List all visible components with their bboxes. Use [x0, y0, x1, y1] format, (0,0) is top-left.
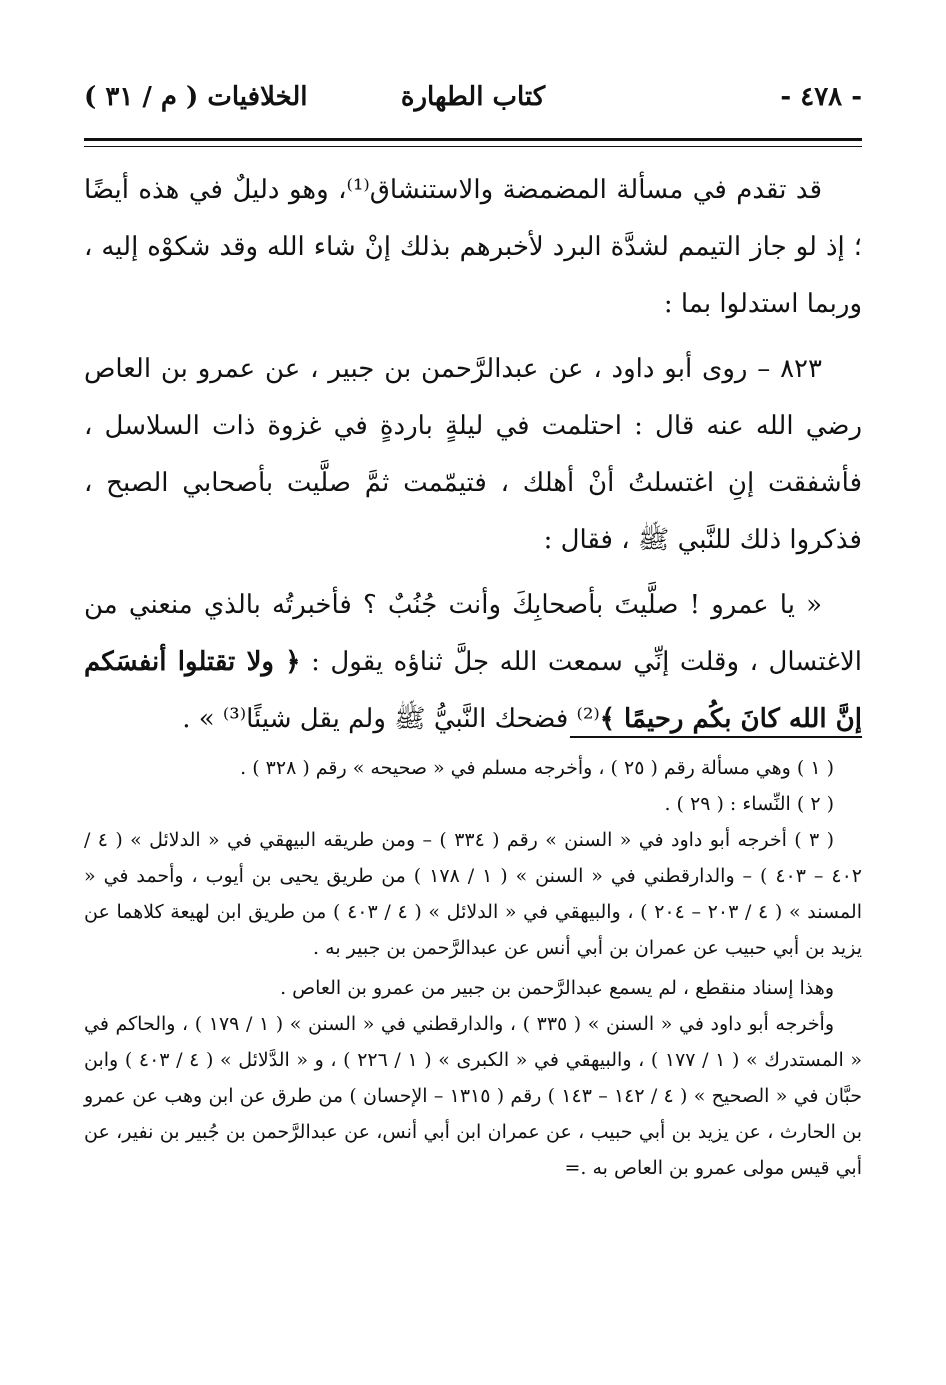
footnote-3-more: وأخرجه أبو داود في « السنن » ( ٣٣٥ ) ، والدارقطني في « السنن » ( ١ / ١٧٩ ) ، والحاكم في « المستدرك » ( ١ / ١٧٧ ) ، والبيهقي في « الكبرى » ( ١ / ٢٢٦ ) ، و « الدَّلائل » ( ٤ / ٤٠٣ ) وابن حبَّان في « الصحيح » ( ٤ / ١٤٢ – ١٤٣ ) رقم ( ١٣١٥ – الإحسان ) من طرق عن ابن وهب عن عمرو بن الحارث ، عن يزيد بن أبي حبيب ، عن عمران ابن أبي أنس، عن عبدالرَّحمن بن جُبير بن نفير، عن أبي قيس مولى عمرو بن العاص به .= [84, 1013, 863, 1179]
page-number: - ٤٧٨ - [780, 82, 862, 112]
footnote-2: ( ٢ ) النِّساء : ( ٢٩ ) . [664, 793, 834, 815]
header-rule-thick [84, 138, 862, 141]
quote-start: « يا عمرو ! صلَّيتَ بأصحابِكَ وأنت جُنُبٌ ؟ فأخبرتُه بالذي منعني من الاغتسال ، وقلت إنِّي سمعت الله جلَّ ثناؤه يقول : [84, 590, 862, 677]
quote-end: ⁽²⁾ فضحك النَّبيُّ ﷺ ولم يقل شيئًا⁽³⁾ » . [182, 704, 600, 734]
book-title: كتاب الطهارة [400, 82, 546, 112]
quran-verse: ﴿ ولا تقتلوا أنفسَكم إنَّ الله كانَ بكُم رحيمًا ﴾ [84, 647, 862, 734]
footnotes [84, 750, 862, 1186]
footnote-3: ( ٣ ) أخرجه أبو داود في « السنن » رقم ( ٣٣٤ ) – ومن طريقه البيهقي في « الدلائل » ( ٤ / ٤٠٢ – ٤٠٣ ) – والدارقطني في « السنن » ( ١ / ١٧٨ ) من طريق يحيى بن أيوب ، وأحمد في « المسند » ( ٤ / ٢٠٣ – ٢٠٤ ) ، والبيهقي في « الدلائل » ( ٤ / ٤٠٣ ) من طريق ابن لهيعة كلاهما عن يزيد بن أبي حبيب عن عمران بن أبي أنس عن عبدالرَّحمن بن جبير به . [84, 829, 862, 959]
section-label: الخلافيات ( م / ٣١ ) [84, 82, 308, 112]
paragraph-quote [84, 577, 862, 748]
main-text [84, 162, 862, 756]
footnote-3-note: وهذا إسناد منقطع ، لم يسمع عبدالرَّحمن بن جبير من عمرو بن العاص . [280, 977, 834, 999]
header-rule-thin [84, 146, 862, 147]
paragraph-1: قد تقدم في مسألة المضمضة والاستنشاق⁽¹⁾، وهو دليلٌ في هذه أيضًا ؛ إذ لو جاز التيمم لشدَّة البرد لأخبرهم بذلك إنْ شاء الله وقد شكوْه إليه ، وربما استدلوا بما : [84, 175, 862, 319]
footnote-separator [570, 736, 862, 738]
paragraph-hadith: ٨٢٣ – روى أبو داود ، عن عبدالرَّحمن بن جبير ، عن عمرو بن العاص رضي الله عنه قال : احتلمت في ليلةٍ باردةٍ في غزوة ذات السلاسل ، فأشفقت إنِ اغتسلتُ أنْ أهلك ، فتيمّمت ثمَّ صلَّيت بأصحابي الصبح ، فذكروا ذلك للنَّبي ﷺ ، فقال : [84, 354, 863, 555]
footnote-1: ( ١ ) وهي مسألة رقم ( ٢٥ ) ، وأخرجه مسلم في « صحيحه » رقم ( ٣٢٨ ) . [240, 757, 834, 779]
running-header [84, 82, 862, 126]
